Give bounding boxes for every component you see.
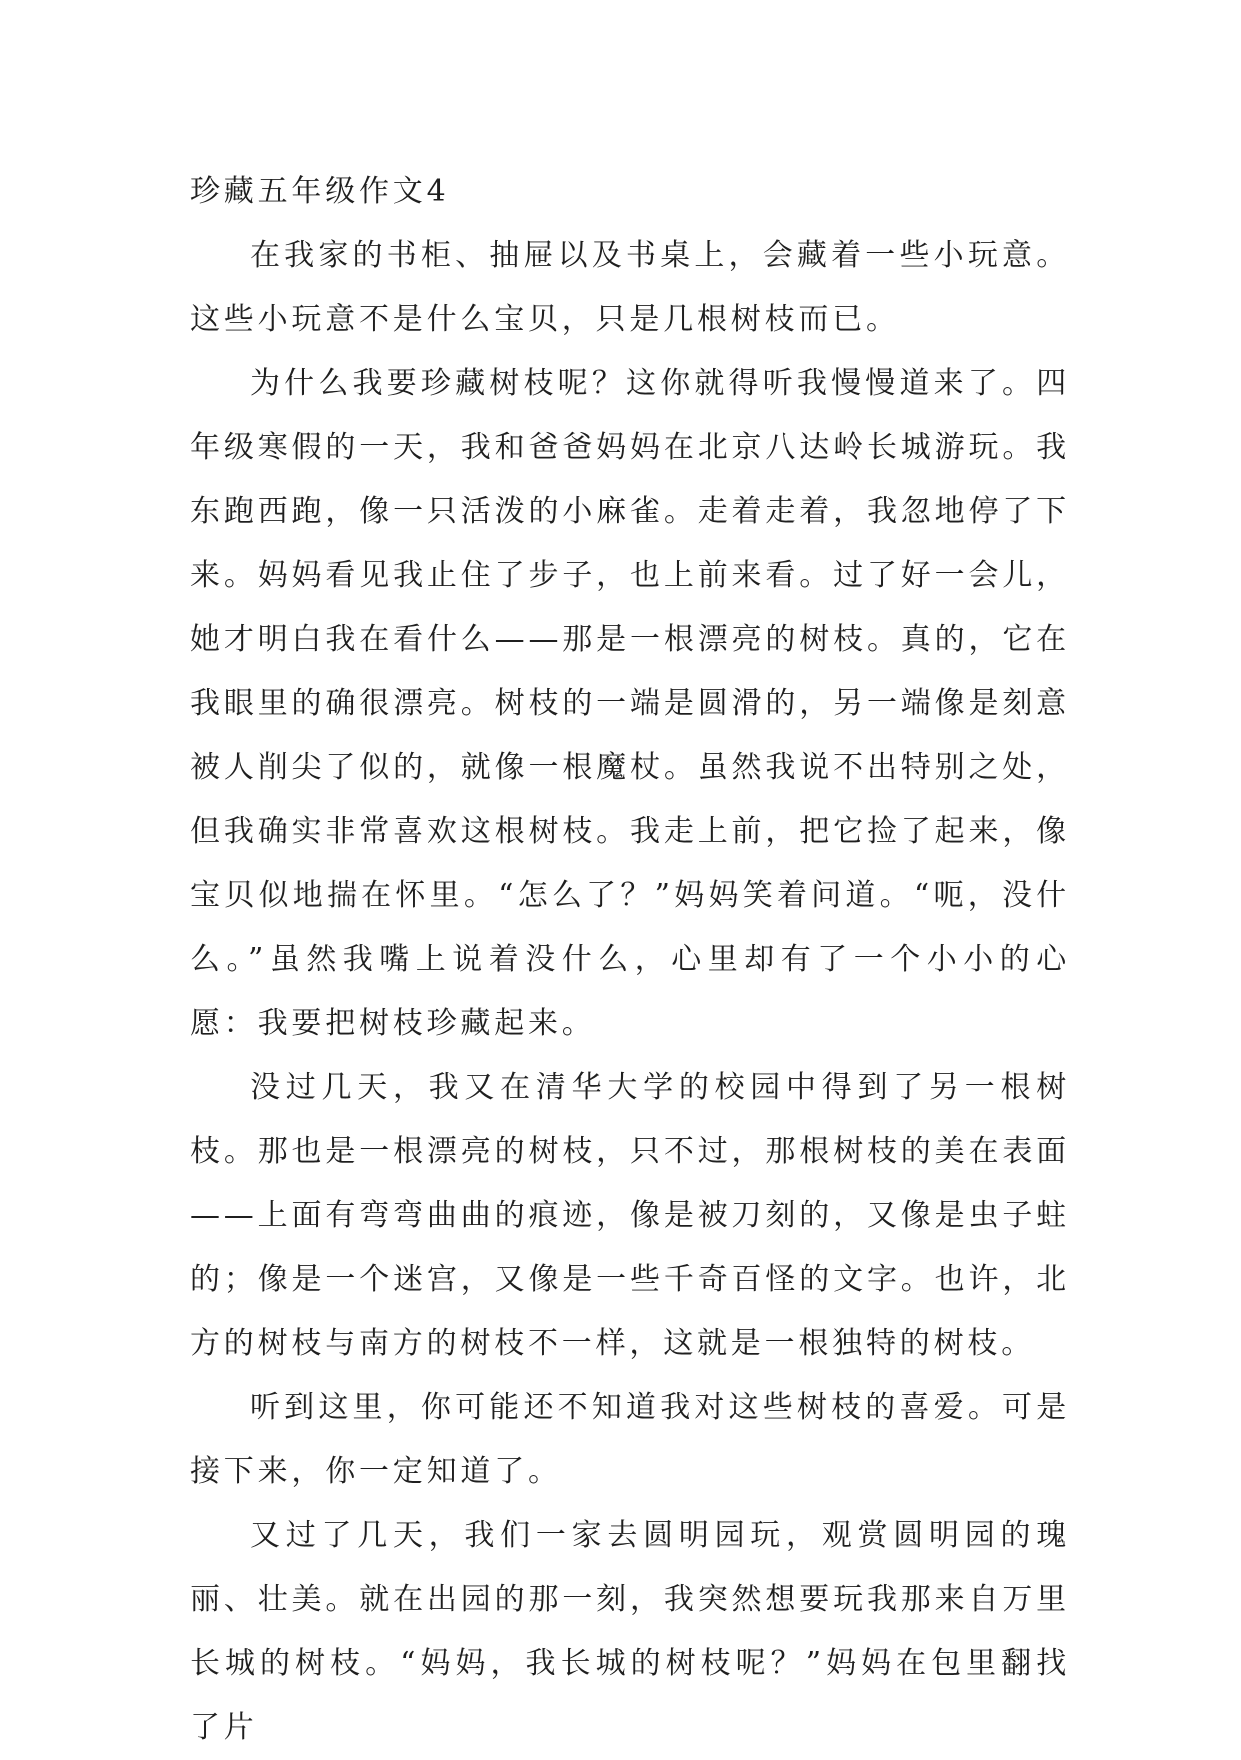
document-title: 珍藏五年级作文4 <box>190 174 450 209</box>
paragraph-2: 为什么我要珍藏树枝呢？这你就得听我慢慢道来了。四年级寒假的一天，我和爸爸妈妈在北京八达岭长城游玩。我东跑西跑，像一只活泼的小麻雀。走着走着，我忽地停了下来。妈妈看见我止住了步子，也上前来看。过了好一会儿，她才明白我在看什么——那是一根漂亮的树枝。真的，它在我眼里的确很漂亮。树枝的一端是圆滑的，另一端像是刻意被人削尖了似的，就像一根魔杖。虽然我说不出特别之处，但我确实非常喜欢这根树枝。我走上前，把它捡了起来，像宝贝似地揣在怀里。“怎么了？”妈妈笑着问道。“呃，没什么。”虽然我嘴上说着没什么，心里却有了一个小小的心愿：我要把树枝珍藏起来。 <box>190 366 1070 1041</box>
document-body <box>190 160 1070 1760</box>
paragraph-1: 在我家的书柜、抽屉以及书桌上，会藏着一些小玩意。这些小玩意不是什么宝贝，只是几根树枝而已。 <box>190 238 1070 337</box>
paragraph-5: 又过了几天，我们一家去圆明园玩，观赏圆明园的瑰丽、壮美。就在出园的那一刻，我突然想要玩我那来自万里长城的树枝。“妈妈，我长城的树枝呢？”妈妈在包里翻找了片 <box>190 1518 1070 1745</box>
paragraph-4: 听到这里，你可能还不知道我对这些树枝的喜爱。可是接下来，你一定知道了。 <box>190 1390 1070 1489</box>
paragraph-3: 没过几天，我又在清华大学的校园中得到了另一根树枝。那也是一根漂亮的树枝，只不过，那根树枝的美在表面——上面有弯弯曲曲的痕迹，像是被刀刻的，又像是虫子蛀的；像是一个迷宫，又像是一些千奇百怪的文字。也许，北方的树枝与南方的树枝不一样，这就是一根独特的树枝。 <box>190 1070 1070 1361</box>
